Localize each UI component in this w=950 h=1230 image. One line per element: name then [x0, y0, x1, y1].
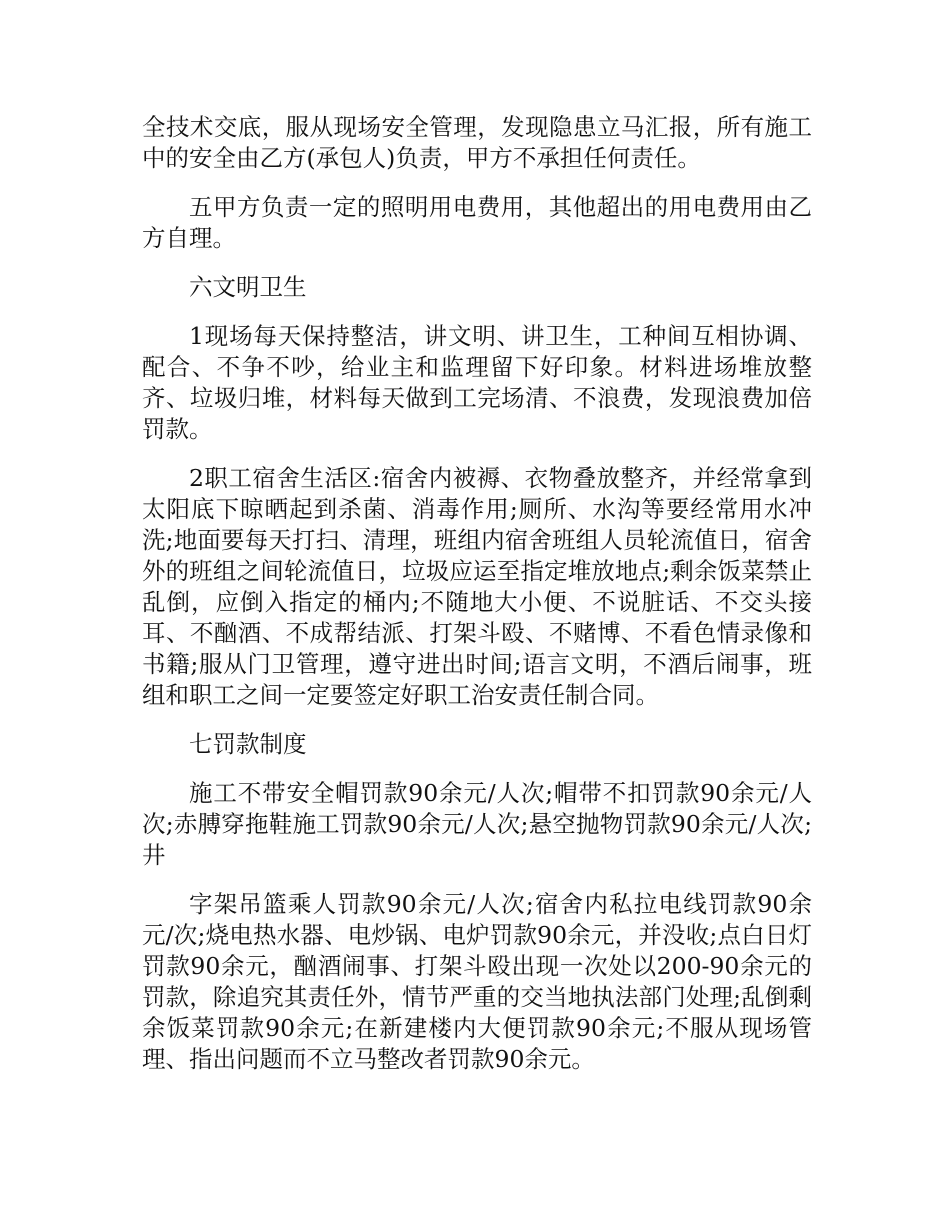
heading-hygiene: 六文明卫生	[189, 273, 307, 301]
document-page	[142, 112, 812, 1093]
paragraph-electricity-costs: 五甲方负责一定的照明用电费用，其他超出的用电费用由乙方自理。	[142, 193, 812, 252]
paragraph-safety-briefing: 全技术交底，服从现场安全管理，发现隐患立马汇报，所有施工中的安全由乙方(承包人)负责，甲方不承担任何责任。	[142, 113, 812, 172]
paragraph-penalties-part2: 字架吊篮乘人罚款90余元/人次;宿舍内私拉电线罚款90余元/次;烧电热水器、电炒锅、电炉罚款90余元，并没收;点白日灯罚款90余元，酗酒闹事、打架斗殴出现一次处以200-90余元的罚款，除追究其责任外，情节严重的交当地执法部门处理;乱倒剩余饭菜罚款90余元;在新建楼内大便罚款90余元;不服从现场管理、指出问题而不立马整改者罚款90余元。	[142, 890, 812, 1073]
paragraph-site-cleanliness: 1现场每天保持整洁，讲文明、讲卫生，工种间互相协调、配合、不争不吵，给业主和监理留下好印象。材料进场堆放整齐、垃圾归堆，材料每天做到工完场清、不浪费，发现浪费加倍罚款。	[142, 322, 812, 443]
heading-penalty-system: 七罚款制度	[189, 730, 307, 758]
paragraph-penalties-part1: 施工不带安全帽罚款90余元/人次;帽带不扣罚款90余元/人次;赤膊穿拖鞋施工罚款90余元/人次;悬空抛物罚款90余元/人次;井	[142, 779, 812, 869]
paragraph-dormitory-rules: 2职工宿舍生活区:宿舍内被褥、衣物叠放整齐，并经常拿到太阳底下晾晒起到杀菌、消毒作用;厕所、水沟等要经常用水冲洗;地面要每天打扫、清理，班组内宿舍班组人员轮流值日，宿舍外的班组之间轮流值日，垃圾应运至指定堆放地点;剩余饭菜禁止乱倒，应倒入指定的桶内;不随地大小便、不说脏话、不交头接耳、不酗酒、不成帮结派、打架斗殴、不赌博、不看色情录像和书籍;服从门卫管理，遵守进出时间;语言文明，不酒后闹事，班组和职工之间一定要签定好职工治安责任制合同。	[142, 464, 812, 709]
